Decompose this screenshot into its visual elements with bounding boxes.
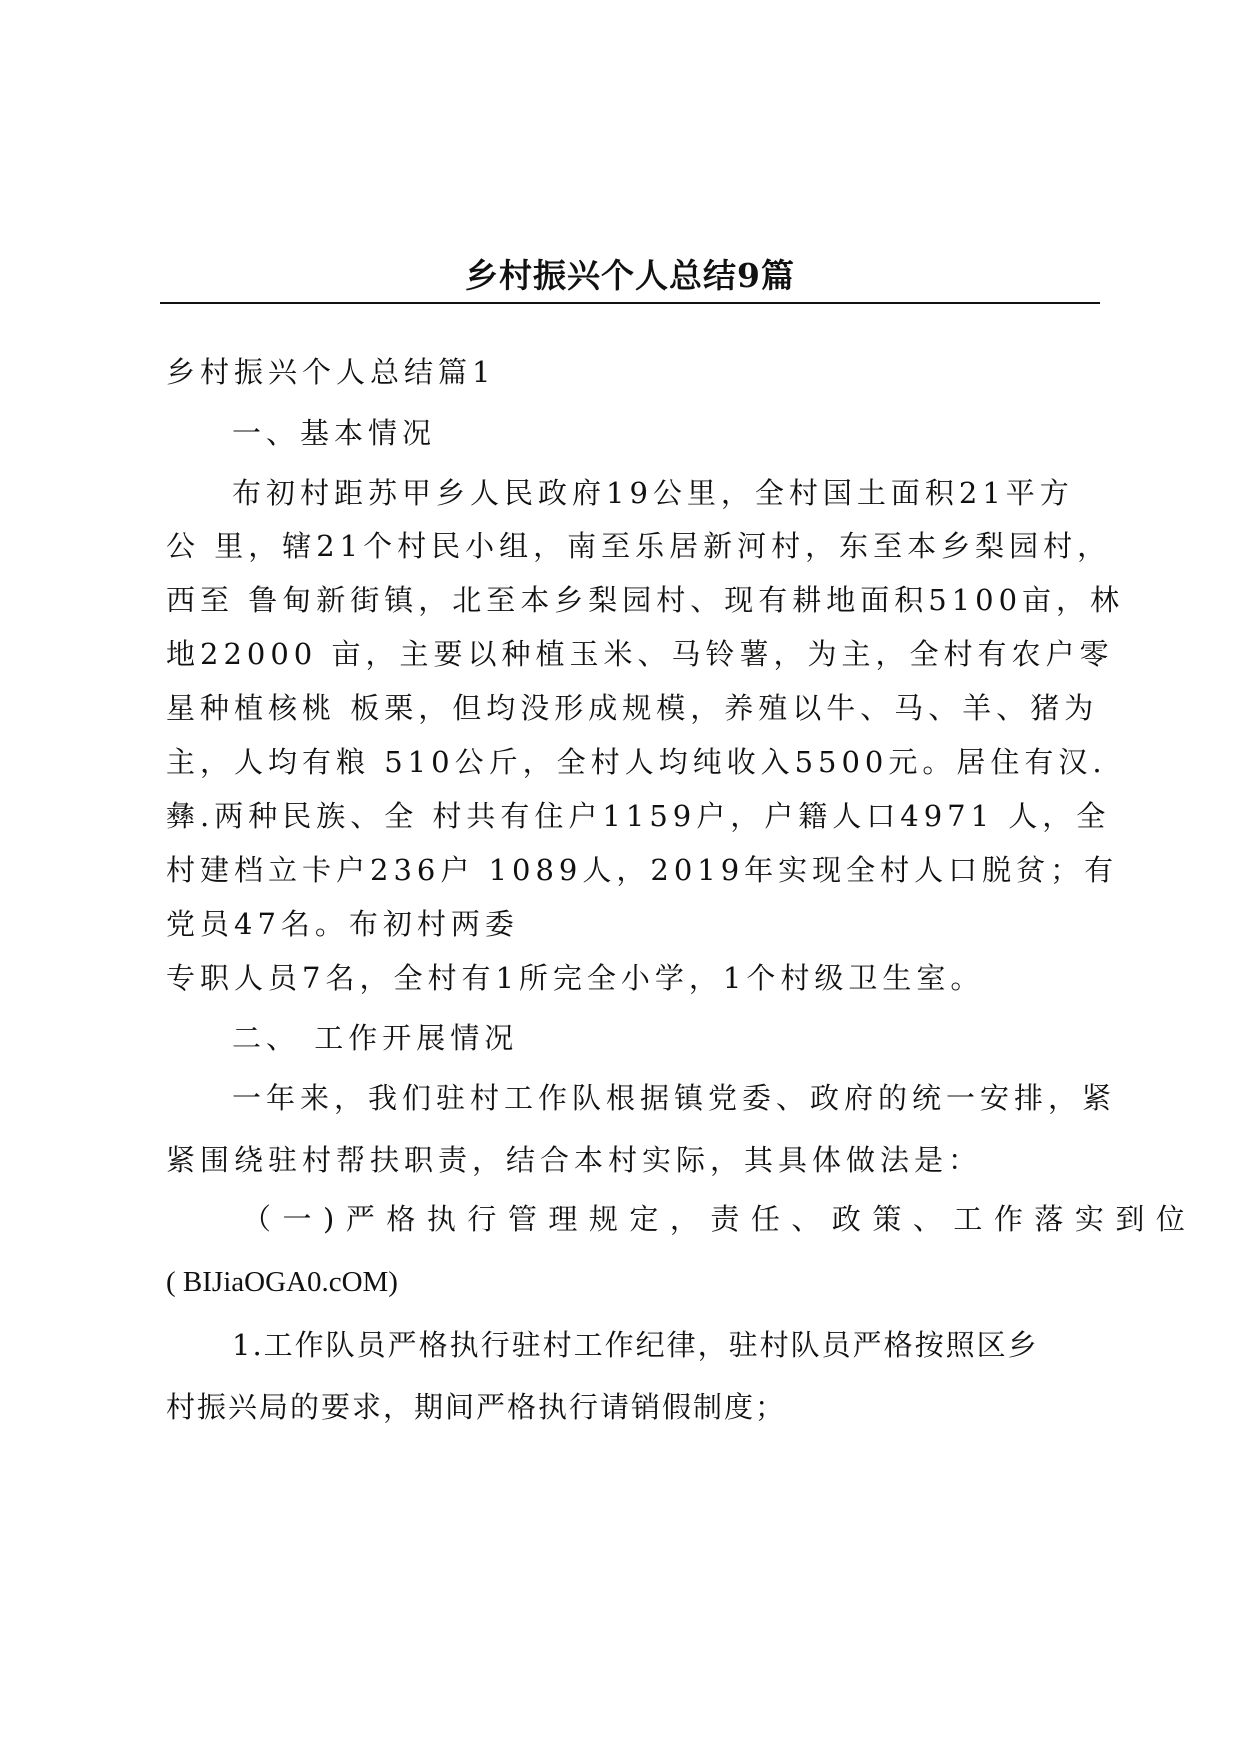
paragraph-line: 地22000 亩，主要以种植玉米、马铃薯，为主，全村有农户零 xyxy=(166,637,1114,671)
paragraph-line: 专职人员7名，全村有1所完全小学，1个村级卫生室。 xyxy=(166,961,985,995)
paragraph-line: 村建档立卡户236户 1089人，2019年实现全村人口脱贫；有 xyxy=(166,853,1119,887)
section-heading: 乡村振兴个人总结篇1 xyxy=(166,355,496,389)
paragraph-line: 村振兴局的要求，期间严格执行请销假制度； xyxy=(166,1390,787,1424)
paragraph-line: 紧围绕驻村帮扶职责，结合本村实际，其具体做法是： xyxy=(166,1143,983,1177)
paragraph-line: 党员47名。布初村两委 xyxy=(166,907,519,941)
paragraph-line: 布初村距苏甲乡人民政府19公里，全村国土面积21平方 xyxy=(232,476,1074,510)
paragraph-line: 公 里，辖21个村民小组，南至乐居新河村，东至本乡梨园村， xyxy=(166,529,1112,563)
subheading-management-rules: （一)严格执行管理规定，责任、政策、工作落实到位 xyxy=(242,1202,1197,1236)
paragraph-line: 西至 鲁甸新街镇，北至本乡梨园村、现有耕地面积5100亩，林 xyxy=(166,583,1125,617)
paragraph-line: 主，人均有粮 510公斤，全村人均纯收入5500元。居住有汉. xyxy=(166,745,1107,779)
heading-work-progress: 二、 工作开展情况 xyxy=(232,1021,519,1055)
paragraph-line: 一年来，我们驻村工作队根据镇党委、政府的统一安排，紧 xyxy=(232,1081,1117,1115)
paragraph-line: 星种植核桃 板栗，但均没形成规模，养殖以牛、马、羊、猪为 xyxy=(166,691,1099,725)
subheading-watermark-suffix: ( BIJiaOGA0.cOM) xyxy=(166,1266,398,1298)
paragraph-line: 1.工作队员严格执行驻村工作纪律，驻村队员严格按照区乡 xyxy=(232,1328,1039,1362)
paragraph-line: 彝.两种民族、全 村共有住户1159户，户籍人口4971 人，全 xyxy=(166,799,1111,833)
document-title: 乡村振兴个人总结9篇 xyxy=(465,256,795,295)
title-divider xyxy=(160,302,1100,304)
heading-basic-situation: 一、基本情况 xyxy=(232,416,437,450)
